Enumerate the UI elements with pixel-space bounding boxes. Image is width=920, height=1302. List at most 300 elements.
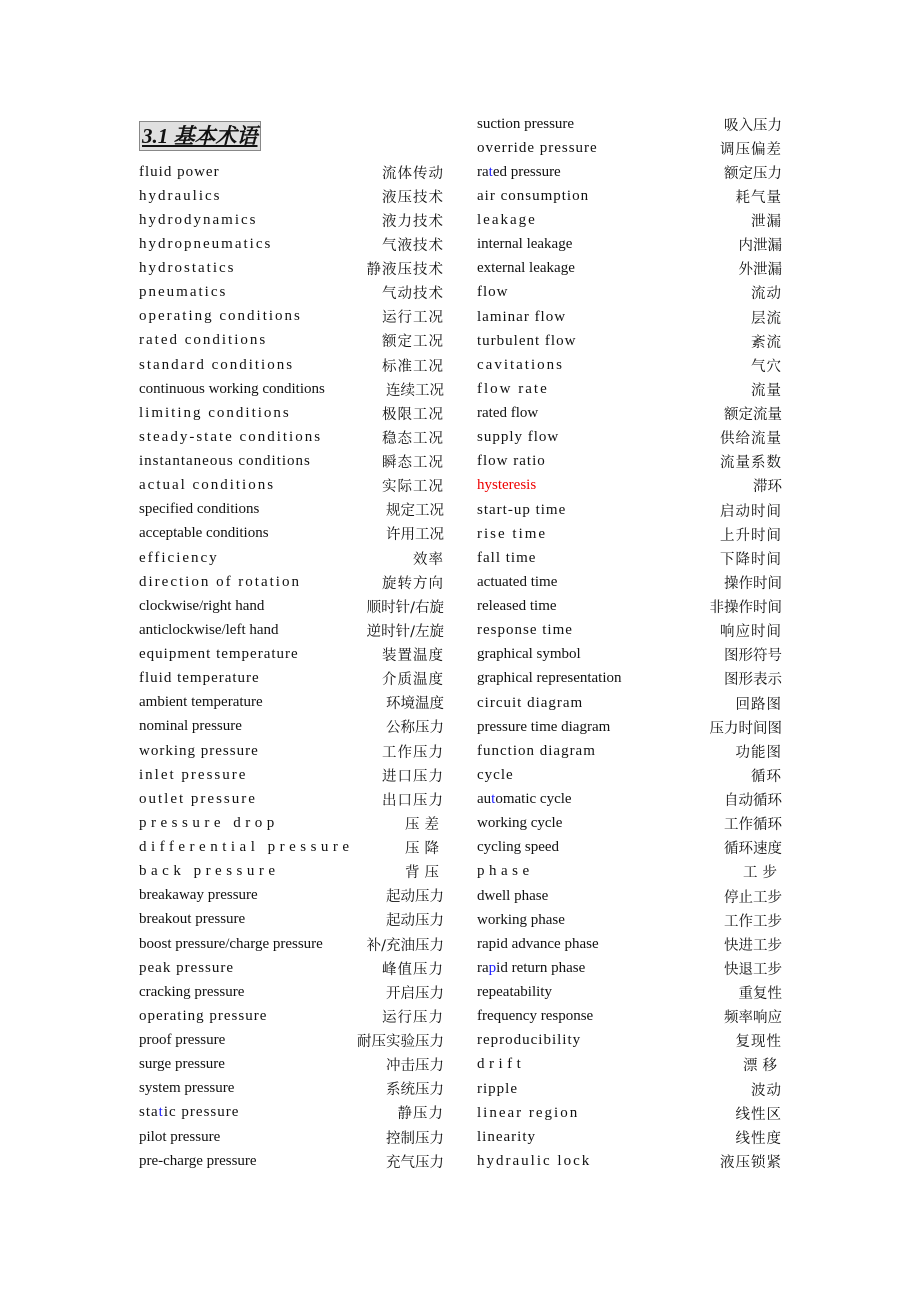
english-term xyxy=(477,1056,525,1073)
term-row xyxy=(139,474,444,498)
english-term xyxy=(477,1032,581,1049)
term-text: pressure time diagram xyxy=(477,718,611,735)
chinese-term: 充气压力 xyxy=(386,1154,444,1171)
chinese-term: 快进工步 xyxy=(724,937,782,954)
term-row xyxy=(139,401,444,425)
term-text: limiting conditions xyxy=(139,404,291,421)
english-term xyxy=(477,622,573,639)
highlighted-letter: t xyxy=(488,163,493,180)
left-term-column xyxy=(139,160,444,1173)
term-row xyxy=(139,184,444,208)
term-row xyxy=(477,209,782,233)
term-text: cavitations xyxy=(477,356,564,373)
english-term xyxy=(139,984,244,1001)
term-text: supply flow xyxy=(477,429,560,446)
chinese-term: 背压 xyxy=(405,865,444,882)
term-row xyxy=(139,546,444,570)
chinese-term: 快退工步 xyxy=(724,961,782,978)
chinese-term: 响应时间 xyxy=(720,624,782,641)
term-text: efficiency xyxy=(139,549,219,566)
english-term xyxy=(139,1104,239,1121)
term-row xyxy=(477,812,782,836)
term-row xyxy=(477,836,782,860)
term-row xyxy=(139,956,444,980)
term-text: boost pressure/charge pressure xyxy=(139,935,323,952)
term-row xyxy=(477,643,782,667)
term-row xyxy=(477,1053,782,1077)
english-term xyxy=(477,695,583,712)
chinese-term: 循环速度 xyxy=(724,841,782,858)
term-text: fluid temperature xyxy=(139,670,260,687)
term-text: linear region xyxy=(477,1104,580,1121)
chinese-term: 液压锁紧 xyxy=(720,1154,782,1171)
term-row xyxy=(139,836,444,860)
english-term xyxy=(477,212,537,229)
english-term xyxy=(477,526,547,543)
chinese-term: 波动 xyxy=(751,1082,782,1099)
chinese-term: 旋转方向 xyxy=(382,575,444,592)
term-row xyxy=(477,1149,782,1173)
highlighted-letter: t xyxy=(158,1104,164,1121)
term-row xyxy=(139,691,444,715)
term-row xyxy=(139,860,444,884)
term-text: au xyxy=(477,791,492,808)
term-row xyxy=(139,787,444,811)
term-row xyxy=(139,884,444,908)
english-term xyxy=(477,164,561,181)
chinese-term: 工作工步 xyxy=(724,913,782,930)
term-text: standard conditions xyxy=(139,356,295,373)
english-term xyxy=(139,670,260,687)
term-row xyxy=(477,1005,782,1029)
term-row xyxy=(477,619,782,643)
term-row xyxy=(139,1053,444,1077)
english-term xyxy=(139,1056,225,1073)
english-term xyxy=(139,911,245,928)
english-term xyxy=(139,525,269,542)
term-row xyxy=(139,739,444,763)
english-term xyxy=(477,453,546,470)
term-text: acceptable conditions xyxy=(139,525,269,542)
term-row xyxy=(139,667,444,691)
chinese-term: 出口压力 xyxy=(382,792,444,809)
chinese-term: 压降 xyxy=(405,841,444,858)
chinese-term: 额定工况 xyxy=(382,334,444,351)
chinese-term: 压差 xyxy=(405,816,444,833)
english-term xyxy=(139,501,259,518)
term-row xyxy=(477,426,782,450)
term-row xyxy=(477,763,782,787)
term-text: phase xyxy=(477,863,534,880)
chinese-term: 流量 xyxy=(751,382,782,399)
english-term xyxy=(139,284,227,301)
term-text: pressure drop xyxy=(139,814,279,831)
english-term xyxy=(477,960,585,977)
english-term xyxy=(477,333,576,350)
term-text: nominal pressure xyxy=(139,718,242,735)
term-row xyxy=(139,1029,444,1053)
chinese-term: 压力时间图 xyxy=(709,720,782,737)
english-term xyxy=(139,164,220,181)
term-row xyxy=(477,112,782,136)
chinese-term: 流动 xyxy=(751,286,782,303)
term-row xyxy=(477,908,782,932)
chinese-term: 耗气量 xyxy=(735,189,782,206)
term-text: hydropneumatics xyxy=(139,235,273,252)
term-row xyxy=(477,570,782,594)
term-row xyxy=(139,908,444,932)
english-term xyxy=(477,140,598,157)
term-text: start-up time xyxy=(477,501,567,518)
term-text: suction pressure xyxy=(477,115,575,132)
chinese-term: 起动压力 xyxy=(386,889,444,906)
chinese-term: 极限工况 xyxy=(382,406,444,423)
term-row xyxy=(477,1101,782,1125)
english-term xyxy=(477,116,574,133)
english-term xyxy=(139,622,279,639)
term-text: proof pressure xyxy=(139,1032,226,1049)
term-text: function diagram xyxy=(477,742,596,759)
term-text: turbulent flow xyxy=(477,332,577,349)
term-text: response time xyxy=(477,622,573,639)
english-term xyxy=(139,767,247,784)
chinese-term: 调压偏差 xyxy=(720,141,782,158)
term-row xyxy=(139,425,444,449)
english-term xyxy=(477,405,538,422)
term-row xyxy=(139,232,444,256)
chinese-term: 公称压力 xyxy=(386,720,444,737)
chinese-term: 顺时针/右旋 xyxy=(366,599,444,616)
term-row xyxy=(477,932,782,956)
term-text: cycle xyxy=(477,766,514,783)
term-text: leakage xyxy=(477,212,537,229)
chinese-term: 复现性 xyxy=(735,1034,782,1051)
english-term xyxy=(139,646,299,663)
term-text: breakout pressure xyxy=(139,911,246,928)
term-row xyxy=(139,715,444,739)
term-text: hydraulic lock xyxy=(477,1152,592,1169)
english-term xyxy=(139,574,301,591)
term-text: continuous working conditions xyxy=(139,380,325,397)
term-text: system pressure xyxy=(139,1080,235,1097)
english-term xyxy=(139,381,325,398)
english-term xyxy=(477,502,566,519)
term-text: ripple xyxy=(477,1080,518,1097)
english-term xyxy=(477,309,566,326)
chinese-term: 非操作时间 xyxy=(709,600,782,617)
english-term xyxy=(139,429,322,446)
chinese-term: 进口压力 xyxy=(382,768,444,785)
term-row xyxy=(139,763,444,787)
term-text: working pressure xyxy=(139,742,259,759)
term-row xyxy=(139,498,444,522)
english-term xyxy=(139,1032,225,1049)
term-text: external leakage xyxy=(477,260,575,277)
english-term xyxy=(477,719,610,736)
english-term xyxy=(477,477,536,494)
chinese-term: 启动时间 xyxy=(720,503,782,520)
term-text: working phase xyxy=(477,911,565,928)
english-term xyxy=(477,357,564,374)
term-text: pneumatics xyxy=(139,284,228,301)
term-text: ambient temperature xyxy=(139,694,263,711)
term-text: flow ratio xyxy=(477,453,546,470)
chinese-term: 线性度 xyxy=(735,1130,782,1147)
term-text: hydraulics xyxy=(139,187,222,204)
chinese-term: 静液压技术 xyxy=(366,262,444,279)
term-text: rated conditions xyxy=(139,332,268,349)
term-row xyxy=(139,257,444,281)
term-row xyxy=(477,184,782,208)
term-row xyxy=(139,570,444,594)
term-text: rise time xyxy=(477,525,548,542)
chinese-term: 自动循环 xyxy=(724,793,782,810)
term-row xyxy=(139,618,444,642)
term-row xyxy=(139,329,444,353)
term-row xyxy=(139,932,444,956)
term-row xyxy=(477,956,782,980)
term-text: specified conditions xyxy=(139,501,260,518)
english-term xyxy=(139,477,275,494)
english-term xyxy=(139,550,219,567)
term-row xyxy=(477,160,782,184)
chinese-term: 层流 xyxy=(751,310,782,327)
term-row xyxy=(477,860,782,884)
chinese-term: 液力技术 xyxy=(382,213,444,230)
chinese-term: 冲击压力 xyxy=(386,1058,444,1075)
chinese-term: 额定流量 xyxy=(724,407,782,424)
term-row xyxy=(139,208,444,232)
term-row xyxy=(477,377,782,401)
chinese-term: 稳态工况 xyxy=(382,430,444,447)
chinese-term: 停止工步 xyxy=(724,889,782,906)
english-term xyxy=(139,887,258,904)
chinese-term: 流量系数 xyxy=(720,455,782,472)
term-text: dwell phase xyxy=(477,887,549,904)
english-term xyxy=(477,863,534,880)
term-text: direction of rotation xyxy=(139,573,301,590)
term-text: repeatability xyxy=(477,984,552,1001)
chinese-term: 标准工况 xyxy=(382,358,444,375)
term-row xyxy=(477,305,782,329)
english-term xyxy=(477,381,549,398)
term-text: circuit diagram xyxy=(477,694,584,711)
term-row xyxy=(477,1125,782,1149)
term-text: cracking pressure xyxy=(139,983,245,1000)
english-term xyxy=(477,646,581,663)
term-text: inlet pressure xyxy=(139,766,248,783)
chinese-term: 峰值压力 xyxy=(382,961,444,978)
english-term xyxy=(139,598,264,615)
term-row xyxy=(477,739,782,763)
term-row xyxy=(477,1029,782,1053)
english-term xyxy=(477,260,575,277)
term-text: breakaway pressure xyxy=(139,887,258,904)
chinese-term: 运行工况 xyxy=(382,310,444,327)
term-text: air consumption xyxy=(477,187,590,204)
chinese-term: 逆时针/左旋 xyxy=(366,623,444,640)
chinese-term: 回路图 xyxy=(735,696,782,713)
term-text: steady-state conditions xyxy=(139,428,323,445)
chinese-term: 开启压力 xyxy=(386,985,444,1002)
english-term xyxy=(477,839,559,856)
english-term xyxy=(139,188,221,205)
chinese-term: 下降时间 xyxy=(720,551,782,568)
chinese-term: 外泄漏 xyxy=(738,262,782,279)
english-term xyxy=(477,791,572,808)
english-term xyxy=(139,960,234,977)
term-row xyxy=(477,329,782,353)
term-text: equipment temperature xyxy=(139,646,299,663)
term-text: instantaneous conditions xyxy=(139,453,311,470)
english-term xyxy=(477,1081,518,1098)
term-row xyxy=(139,1101,444,1125)
term-row xyxy=(477,257,782,281)
chinese-term: 漂移 xyxy=(743,1058,782,1075)
chinese-term: 液压技术 xyxy=(382,189,444,206)
term-text: ic pressure xyxy=(163,1104,240,1121)
chinese-term: 额定压力 xyxy=(724,165,782,182)
term-text: hydrostatics xyxy=(139,260,236,277)
chinese-term: 紊流 xyxy=(751,334,782,351)
chinese-term: 循环 xyxy=(751,768,782,785)
term-text: override pressure xyxy=(477,139,598,156)
english-term xyxy=(139,815,279,832)
term-text: cycling speed xyxy=(477,839,560,856)
chinese-term: 重复性 xyxy=(738,986,782,1003)
term-text: flow rate xyxy=(477,380,549,397)
term-text: rated flow xyxy=(477,405,539,422)
english-term xyxy=(477,236,572,253)
english-term xyxy=(477,743,596,760)
english-term xyxy=(139,936,323,953)
term-row xyxy=(477,715,782,739)
chinese-term: 滞环 xyxy=(753,479,782,496)
term-text: clockwise/right hand xyxy=(139,597,265,614)
term-text: ra xyxy=(477,959,489,976)
chinese-term: 气动技术 xyxy=(382,286,444,303)
term-text: internal leakage xyxy=(477,236,573,253)
english-term xyxy=(139,1153,257,1170)
term-row xyxy=(139,1125,444,1149)
term-text: working cycle xyxy=(477,815,563,832)
chinese-term: 效率 xyxy=(413,551,444,568)
english-term xyxy=(139,839,354,856)
chinese-term: 装置温度 xyxy=(382,648,444,665)
term-text: peak pressure xyxy=(139,959,235,976)
term-row xyxy=(139,160,444,184)
term-text: reproducibility xyxy=(477,1032,582,1049)
chinese-term: 图形符号 xyxy=(724,648,782,665)
term-text: fluid power xyxy=(139,163,220,180)
chinese-term: 环境温度 xyxy=(386,696,444,713)
english-term xyxy=(139,1080,234,1097)
english-term xyxy=(477,429,559,446)
term-row xyxy=(477,788,782,812)
term-row xyxy=(139,811,444,835)
chinese-term: 耐压实验压力 xyxy=(357,1034,444,1051)
term-row xyxy=(139,353,444,377)
english-term xyxy=(139,260,236,277)
term-text: released time xyxy=(477,598,557,615)
english-term xyxy=(477,815,562,832)
term-text: rapid advance phase xyxy=(477,935,599,952)
chinese-term: 图形表示 xyxy=(724,672,782,689)
term-text: graphical symbol xyxy=(477,646,581,663)
english-term xyxy=(139,405,291,422)
english-term xyxy=(139,308,302,325)
chinese-term: 上升时间 xyxy=(720,527,782,544)
term-text: linearity xyxy=(477,1128,536,1145)
chinese-term: 工作循环 xyxy=(724,817,782,834)
chinese-term: 起动压力 xyxy=(386,913,444,930)
term-row xyxy=(477,474,782,498)
chinese-term: 许用工况 xyxy=(386,527,444,544)
english-term xyxy=(139,791,257,808)
right-term-column xyxy=(477,112,782,1174)
term-row xyxy=(477,233,782,257)
term-text: actual conditions xyxy=(139,477,276,494)
term-row xyxy=(477,353,782,377)
term-text: hydrodynamics xyxy=(139,211,258,228)
english-term xyxy=(477,1129,536,1146)
english-term xyxy=(477,912,565,929)
english-term xyxy=(477,598,557,615)
term-text: operating pressure xyxy=(139,1007,268,1024)
chinese-term: 线性区 xyxy=(735,1106,782,1123)
term-row xyxy=(139,594,444,618)
term-row xyxy=(139,1077,444,1101)
term-row xyxy=(477,1077,782,1101)
term-row xyxy=(477,498,782,522)
english-term xyxy=(477,550,536,567)
english-term xyxy=(139,332,267,349)
term-row xyxy=(477,595,782,619)
term-text: sta xyxy=(139,1104,159,1121)
term-row xyxy=(477,450,782,474)
term-row xyxy=(139,980,444,1004)
english-term xyxy=(477,284,509,301)
term-text: ra xyxy=(477,163,489,180)
term-text: outlet pressure xyxy=(139,790,257,807)
term-text: back pressure xyxy=(139,863,280,880)
chinese-term: 瞬态工况 xyxy=(382,455,444,472)
english-term xyxy=(139,718,242,735)
chinese-term: 规定工况 xyxy=(386,503,444,520)
english-term xyxy=(139,1008,267,1025)
term-row xyxy=(477,402,782,426)
english-term xyxy=(139,453,311,470)
chinese-term: 吸入压力 xyxy=(724,117,782,134)
chinese-term: 功能图 xyxy=(735,744,782,761)
term-text: graphical representation xyxy=(477,670,622,687)
english-term xyxy=(139,212,257,229)
term-row xyxy=(477,691,782,715)
term-row xyxy=(477,884,782,908)
term-text: differential pressure xyxy=(139,839,354,856)
chinese-term: 气穴 xyxy=(751,358,782,375)
english-term xyxy=(139,1129,220,1146)
term-row xyxy=(477,546,782,570)
term-row xyxy=(477,522,782,546)
highlighted-letter: p xyxy=(488,959,497,976)
english-term xyxy=(477,670,622,687)
term-row xyxy=(139,522,444,546)
chinese-term: 介质温度 xyxy=(382,672,444,689)
chinese-term: 气液技术 xyxy=(382,237,444,254)
chinese-term: 工作压力 xyxy=(382,744,444,761)
chinese-term: 控制压力 xyxy=(386,1130,444,1147)
